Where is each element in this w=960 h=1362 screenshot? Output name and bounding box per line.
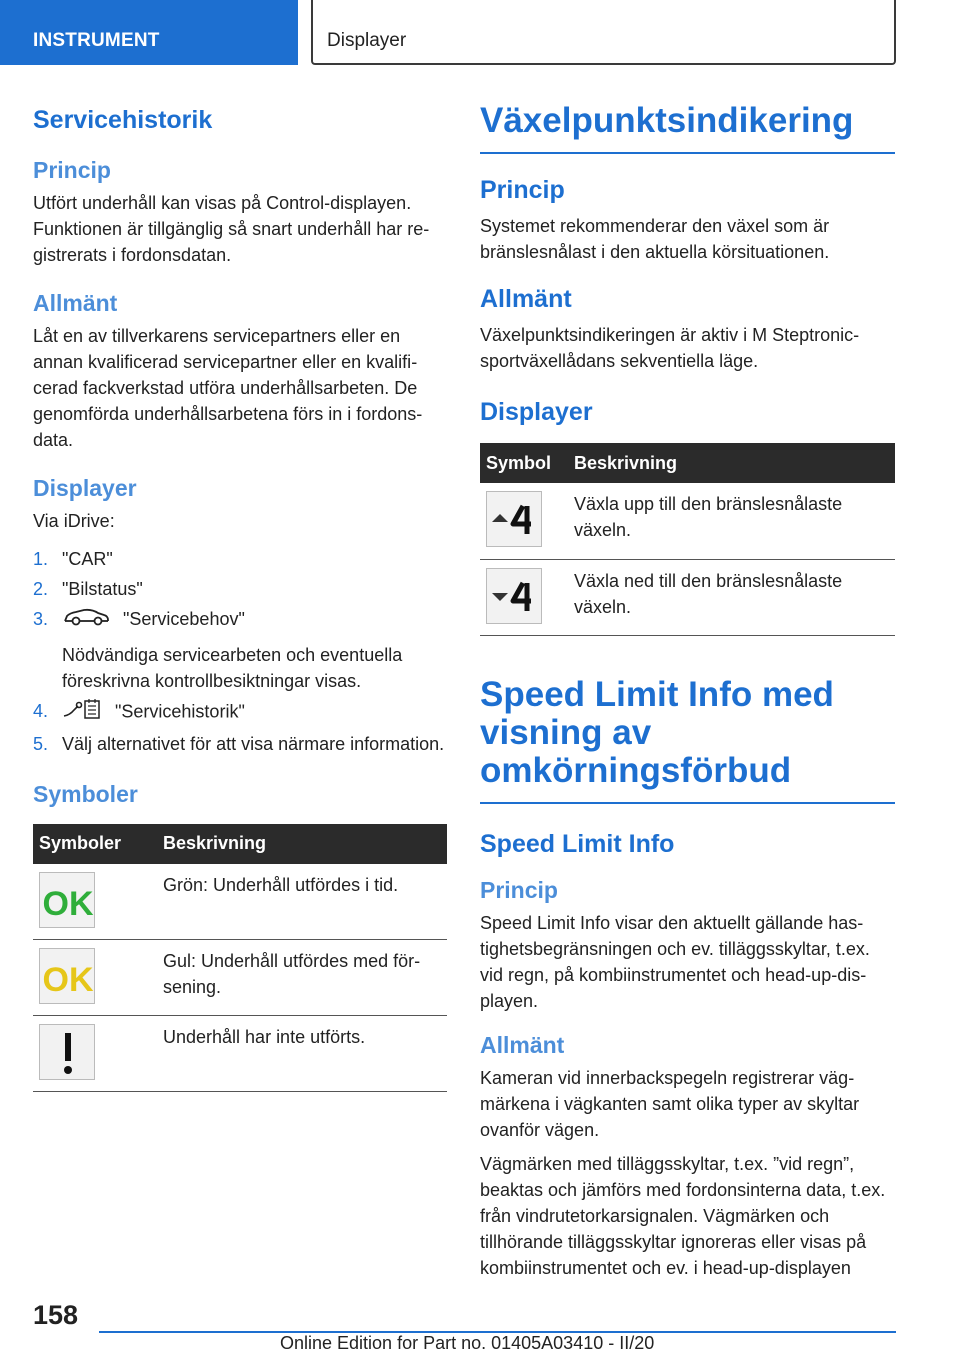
ok-green-icon — [39, 872, 95, 928]
speed-limit-info-heading: Speed Limit Info — [480, 829, 675, 858]
servicehistorik-title: Servicehistorik — [33, 106, 213, 134]
step-item — [33, 546, 447, 572]
row-description: Gul: Underhåll utfördes med försening. — [157, 940, 447, 1016]
step-note: Nödvändiga servicearbeten och eventuella föreskrivna kontrollbesiktningar visas. — [62, 644, 403, 691]
header-section-label: INSTRUMENT — [33, 30, 160, 51]
step-item — [33, 576, 447, 602]
princip-heading: Princip — [33, 157, 111, 183]
step-item — [33, 698, 447, 727]
service-history-icon — [62, 698, 102, 727]
princip-text: Utfört underhåll kan visas på Control-displayen. Funktionen är tillgänglig så snart underhåll har registrerats i fordonsdatan. — [33, 193, 430, 265]
row-description: Underhåll har inte utförts. — [157, 1016, 447, 1092]
displayer-heading: Displayer — [33, 475, 137, 501]
idrive-steps — [33, 546, 447, 757]
sli-allmant-heading: Allmänt — [480, 1031, 565, 1058]
exclamation-icon — [39, 1024, 95, 1080]
step-number: 2. — [33, 579, 49, 599]
sli-princip-text: Speed Limit Info visar den aktuellt gällande hastighetsbegränsningen och ev. tilläggsskyltar, t.ex. vid regn, på kombiinstrumentet och head-up-displayen. — [480, 912, 870, 1011]
step-number: 1. — [33, 549, 49, 569]
row-description: Växla ned till den bränslesnålaste växeln. — [568, 559, 895, 635]
header-section-tab — [0, 0, 298, 65]
header-chapter-label: Displayer — [327, 30, 407, 51]
sli-allmant-text2: Vägmärken med tilläggsskyltar, t.ex. ”vid regn”, beaktas och jämförs med fordonsinterna data, t.ex. från vindrutetorkarsignalen. Vägmärken och tillhörande tilläggsskyltar ignoreras eller visas på kombiinstrumentet och ev. i head-up-displayen — [480, 1153, 886, 1278]
symboler-table — [33, 824, 447, 1093]
table-header-symboler: Symboler — [33, 824, 157, 864]
car-outline-icon — [62, 607, 110, 634]
edition-text: Online Edition for Part no. 01405A03410 - II/20 — [280, 1333, 655, 1353]
allmant-heading: Allmänt — [33, 290, 118, 316]
row-description: Grön: Underhåll utfördes i tid. — [157, 864, 447, 940]
sli-princip-heading: Princip — [480, 876, 558, 903]
step-number: 4. — [33, 700, 49, 721]
svg-text:OK: OK — [42, 884, 94, 923]
left-column — [33, 100, 447, 1092]
princip-text-right: Systemet rekommenderar den växel som är bränslesnålast i den aktuella körsituationen. — [480, 216, 830, 262]
row-description: Växla upp till den bränslesnålaste växeln. — [568, 483, 895, 559]
step-text: "Servicehistorik" — [115, 701, 245, 721]
step-item — [33, 606, 447, 694]
step-item — [33, 731, 447, 757]
table-row — [480, 559, 895, 635]
step-text: "Servicebehov" — [123, 609, 245, 629]
allmant-text-right: Växelpunktsindikeringen är aktiv i M Steptronic-sportväxellådans sekventiella läge. — [480, 325, 860, 371]
speed-limit-title: Speed Limit Info med visning av omkörningsförbud — [480, 676, 895, 804]
vaxelpunkt-title: Växelpunktsindikering — [480, 102, 895, 154]
princip-heading-right: Princip — [480, 176, 565, 204]
shift-down-icon — [486, 568, 542, 624]
table-header-symbol: Symbol — [480, 443, 568, 483]
step-text: Välj alternativet för att visa närmare information. — [62, 733, 445, 754]
step-text: "Bilstatus" — [62, 579, 143, 599]
displayer-heading-right: Displayer — [480, 398, 593, 426]
symboler-heading: Symboler — [33, 780, 138, 807]
sli-allmant-text1: Kameran vid innerbackspegeln registrerar vägmärkena i vägkanten samt olika typer av skyltar ovanför vägen. — [480, 1067, 860, 1140]
shift-up-icon — [486, 491, 542, 547]
table-header-beskrivning: Beskrivning — [157, 824, 447, 864]
header-chapter-tab — [311, 0, 896, 65]
ok-yellow-icon — [39, 948, 95, 1004]
table-row — [33, 1016, 447, 1092]
table-row — [480, 483, 895, 559]
table-row — [33, 940, 447, 1016]
allmant-text: Låt en av tillverkarens servicepartners eller en annan kvalificerad servicepartner eller en kvalificerad fackverkstad utföra underhållsarbeten. De genomförda underhållsarbetena förs in i fordonsdata. — [33, 326, 423, 450]
table-header-beskrivning: Beskrivning — [568, 443, 895, 483]
step-number: 3. — [33, 609, 49, 629]
displayer-intro: Via iDrive: — [33, 511, 115, 531]
allmant-heading-right: Allmänt — [480, 285, 572, 313]
table-row — [33, 864, 447, 940]
right-column — [480, 100, 895, 1281]
step-number: 5. — [33, 733, 49, 754]
page-number: 158 — [33, 1300, 79, 1330]
vaxel-symbol-table — [480, 443, 895, 636]
step-text: "CAR" — [62, 549, 113, 569]
svg-text:OK: OK — [42, 961, 94, 1000]
